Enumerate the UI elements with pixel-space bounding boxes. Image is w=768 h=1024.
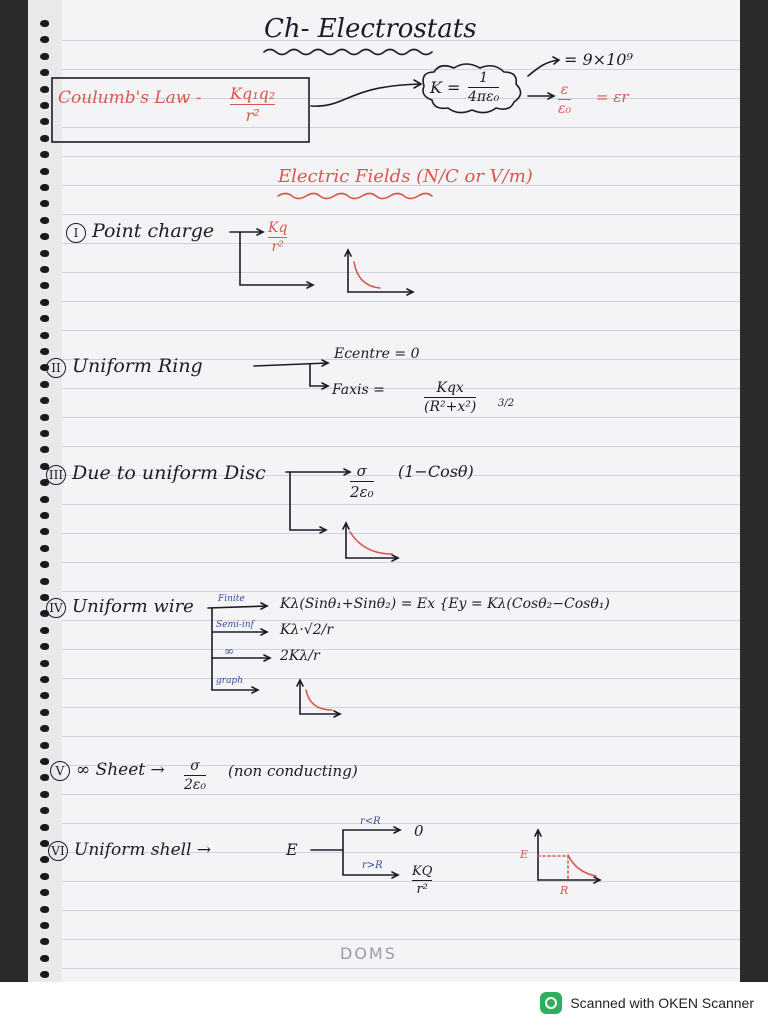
item-sheet [50,760,165,781]
item-shell [48,840,211,861]
item-number: I [66,223,86,243]
wire-branch-semi: Semi-inf [216,620,254,630]
formula-den: 2ε₀ [184,777,207,793]
item-number: III [46,465,66,485]
disc-formula-tail: (1−Cosθ) [398,462,474,481]
item-number: V [50,761,70,781]
shell-graph-x-label: R [560,884,569,897]
ring-centre: Eсentre = 0 [334,346,420,362]
section-heading: Electric Fields (N/C or V/m) [278,166,533,187]
point-charge-formula [268,220,287,255]
formula-den: (R²+x²) [424,399,477,415]
notebook-page [28,0,740,982]
wire-formula-infinite: 2Kλ/r [280,648,320,664]
item-ring [46,355,203,378]
disc-formula [350,462,374,501]
coulomb-formula [230,84,275,125]
item-label: Point charge [92,220,215,242]
wire-branch-infinite: ∞ [224,644,234,658]
item-label: Due to uniform Disc [72,462,266,484]
coulomb-num: Kq₁q₂ [230,84,276,103]
item-label: ∞ Sheet → [76,760,165,780]
formula-den: 2ε₀ [350,483,374,501]
eps-den: ε₀ [558,101,572,117]
formula-den: r² [271,239,284,255]
wire-branch-graph: graph [216,676,243,686]
item-label: Uniform shell → [74,840,212,860]
ring-axis-label: Faxis = [332,382,385,398]
formula-den: r² [416,882,428,897]
formula-num: σ [190,758,200,774]
item-disc [46,462,266,485]
k-num: 1 [479,70,489,86]
coulomb-den: r² [245,106,260,125]
k-den: 4πε₀ [468,89,500,105]
shell-vector-e: E [286,840,298,859]
k-fraction [468,70,499,105]
brand-mark: DOMS [340,944,397,963]
formula-num: KQ [412,864,433,879]
shell-value-inside: 0 [414,822,424,840]
shell-cond-outside: r>R [362,860,383,871]
wire-formula-finite: Kλ(Sinθ₁+Sinθ₂) = Ex {Ey = Kλ(Cosθ₂−Cosθ₁) [280,596,610,612]
shell-cond-inside: r<R [360,816,381,827]
formula-num: Kqx [436,380,464,396]
item-number: II [46,358,66,378]
eps-result: = εr [596,88,629,106]
wire-formula-semi: Kλ·√2/r [280,622,334,638]
eps-fraction [558,82,571,117]
scanner-text: Scanned with OKEN Scanner [570,995,754,1011]
wire-branch-finite: Finite [218,594,245,604]
scanner-footer [0,982,768,1024]
eps-num: ε [560,82,569,98]
sheet-formula-tail: (non conducting) [228,762,358,780]
item-point-charge [66,220,214,243]
page-title: Ch- Electrostats [264,14,477,44]
item-label: Uniform Ring [72,355,203,377]
shell-value-outside [412,864,432,897]
ink-strokes [28,0,740,982]
k-label: K = [430,78,461,97]
ring-axis-exponent: 3/2 [498,398,515,409]
ring-axis-formula [424,380,476,415]
scanner-logo-icon [540,992,562,1014]
shell-graph-y-label: E [520,848,529,861]
sheet-formula [184,758,206,793]
item-number: VI [48,841,68,861]
coulomb-label: Coulumb's Law - [58,88,202,108]
item-label: Uniform wire [72,596,194,617]
item-number: IV [46,598,66,618]
item-wire [46,596,194,618]
formula-num: Kq [268,220,288,236]
scanner-badge [540,992,754,1014]
formula-num: σ [356,462,367,480]
k-value: = 9×10⁹ [564,50,633,69]
